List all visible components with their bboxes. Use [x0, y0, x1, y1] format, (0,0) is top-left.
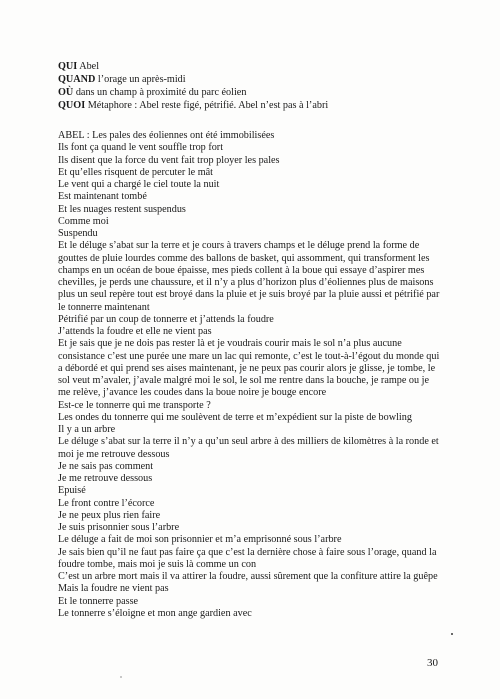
scan-speck	[120, 676, 122, 678]
header-value: Abel	[77, 61, 100, 72]
text-line: chevilles, je perds une chaussure, et il n’y a plus d’horizon plus d’éoliennes plus de maisons	[58, 277, 434, 288]
header-line-quand	[58, 73, 478, 86]
header-value: dans un champ à proximité du parc éolien	[73, 87, 247, 98]
text-line: Est-ce le tonnerre qui me transporte ?	[58, 399, 211, 411]
text-line: gouttes de pluie lourdes comme des ballons de basket, qui assomment, qui transforment les	[58, 252, 430, 264]
text-line: moi je me retrouve dessous	[58, 448, 170, 460]
text-line: Et le déluge s’abat sur la terre et je cours à travers champs et le déluge prend la forme de	[58, 240, 420, 252]
text-line: foudre tombe, mais moi je suis là comme un con	[58, 558, 257, 570]
text-line: C’est un arbre mort mais il va attirer la foudre, aussi sûrement que la confiture attire la guêpe	[58, 571, 438, 582]
text-line: consistance c’est une purée une mare un lac qui remonte, c’est le tout-à-l’égout du monde qui	[58, 350, 440, 362]
text-line: Je suis prisonnier sous l’arbre	[58, 522, 180, 533]
text-line: Comme moi	[58, 215, 109, 227]
scene-header	[58, 60, 478, 112]
header-value: Métaphore : Abel reste figé, pétrifié. Abel n’est pas à l’abri	[85, 100, 329, 111]
text-line: Suspendu	[58, 228, 98, 239]
text-line: Le vent qui a chargé le ciel toute la nuit	[58, 179, 220, 190]
text-line: Ils disent que la force du vent fait trop ployer les pales	[58, 154, 280, 166]
header-line-qui	[58, 60, 478, 73]
text-line: Il y a un arbre	[58, 424, 116, 435]
text-line: Je me retrouve dessous	[58, 473, 153, 484]
text-line: Est maintenant tombé	[58, 191, 147, 203]
text-line: a débordé et qui prend ses aises maintenant, je ne peux pas courir alors je glisse, je tombe, le	[58, 362, 436, 374]
text-line: Et qu’elles risquent de percuter le mât	[58, 166, 214, 178]
text-line: Epuisé	[58, 485, 86, 497]
header-key: QUOI	[58, 100, 86, 111]
page-number: 30	[427, 657, 438, 669]
text-line: Je ne peux plus rien faire	[58, 509, 161, 521]
header-value: l’orage un après-midi	[95, 74, 186, 85]
text-line: Le front contre l’écorce	[58, 497, 155, 509]
text-line: champs en un océan de boue épaisse, mes pieds collent à la boue qui essaye d’aspirer mes	[58, 264, 425, 276]
text-line: Les ondes du tonnerre qui me soulèvent de terre et m’expédient sur la piste de bowling	[58, 411, 412, 423]
text-line: Ils font ça quand le vent souffle trop fort	[58, 142, 224, 154]
text-line: Pétrifié par un coup de tonnerre et j’attends la foudre	[58, 313, 274, 325]
text-line: Et le tonnerre passe	[58, 595, 139, 607]
text-line: Le déluge s’abat sur la terre il n’y a qu’un seul arbre à des milliers de kilomètres à la ronde et	[58, 436, 439, 448]
monologue-text	[58, 130, 450, 620]
text-line: ABEL : Les pales des éoliennes ont été immobilisées	[58, 130, 275, 141]
text-line: sol veut m’avaler, j’avale malgré moi le sol, le sol me rentre dans la bouche, je rampe ou je	[58, 375, 430, 386]
header-key: QUI	[58, 61, 78, 72]
text-line: me relève, j’avance les coudes dans la boue noire je bouge encore	[58, 387, 327, 399]
scan-speck	[451, 633, 453, 635]
text-line: Et les nuages restent suspendus	[58, 203, 186, 215]
text-line: J’attends la foudre et elle ne vient pas	[58, 326, 212, 337]
text-line: Le déluge a fait de moi son prisonnier et m’a emprisonné sous l’arbre	[58, 534, 342, 546]
text-line: Et je sais que je ne dois pas rester là et je voudrais courir mais le sol n’a plus aucune	[58, 338, 402, 350]
text-line: plus un seul repère tout est broyé dans la pluie et je suis broyé par la pluie aussi et pétrifié par	[58, 289, 440, 301]
text-line: Je ne sais pas comment	[58, 460, 154, 472]
header-key: QUAND	[58, 74, 96, 85]
text-line: Je sais bien qu’il ne faut pas faire ça que c’est la dernière chose à faire sous l’orage, quand la	[58, 546, 437, 558]
text-line: le tonnerre maintenant	[58, 301, 150, 313]
text-line: Mais la foudre ne vient pas	[58, 583, 169, 595]
header-key: OÙ	[58, 87, 74, 98]
header-line-quoi	[58, 99, 478, 112]
header-line-ou	[58, 86, 478, 99]
text-line: Le tonnerre s’éloigne et mon ange gardien avec	[58, 607, 252, 619]
